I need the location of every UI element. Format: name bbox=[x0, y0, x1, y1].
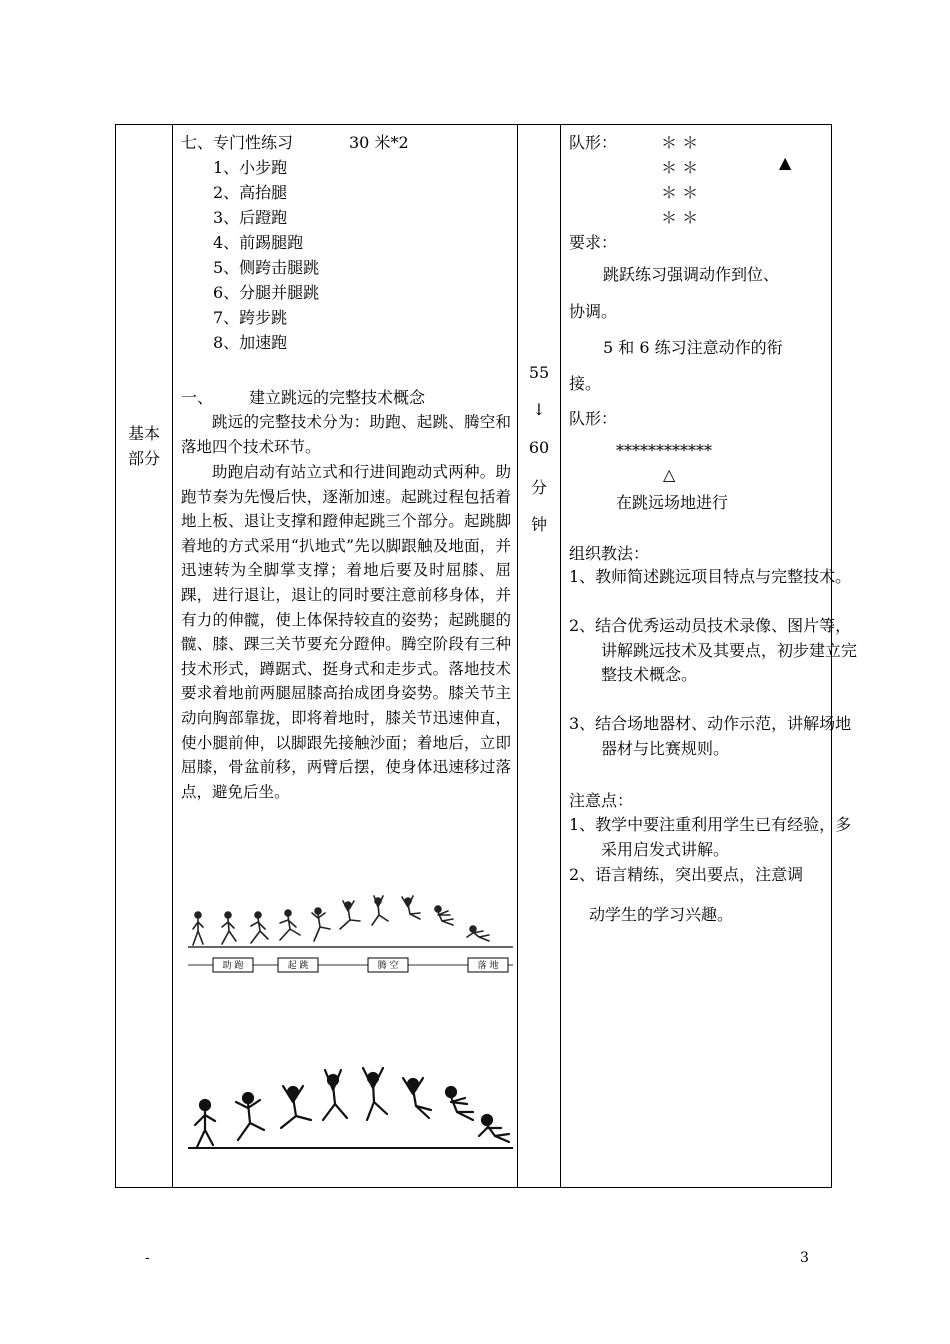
formation-row: ＊ ＊ bbox=[661, 158, 699, 177]
lesson-plan-table bbox=[115, 124, 858, 1188]
phase-label: 腾 空 bbox=[377, 961, 399, 971]
notes-label: 注意点： bbox=[569, 791, 634, 810]
requirement-text: 跳跃练习强调动作到位、 bbox=[603, 265, 780, 284]
note-item: 1、教学中要注重利用学生已有经验，多采用启发式讲解。 bbox=[569, 815, 852, 859]
long-jump-phases-figure bbox=[183, 885, 519, 989]
practice-item: 7、跨步跳 bbox=[213, 308, 288, 327]
method-item: 3、结合场地器材、动作示范，讲解场地器材与比赛规则。 bbox=[569, 714, 852, 758]
formation-row: ＊ ＊ bbox=[661, 208, 699, 227]
practice-item: 6、分腿并腿跳 bbox=[213, 283, 320, 302]
time-arrow: ↓ bbox=[532, 400, 546, 419]
method-item: 2、结合优秀运动员技术录像、图片等，讲解跳远技术及其要点，初步建立完整技术概念。 bbox=[569, 616, 858, 684]
requirements-label: 要求： bbox=[569, 233, 618, 252]
time-unit: 钟 bbox=[530, 515, 547, 534]
phase-label: 落 地 bbox=[477, 961, 499, 971]
time-unit: 分 bbox=[530, 478, 547, 497]
teacher-marker-icon: △ bbox=[663, 465, 676, 484]
practice-reps: 30 米*2 bbox=[349, 133, 409, 152]
practice-title: 七、专门性练习 bbox=[181, 133, 294, 152]
formation-label: 队形： bbox=[569, 133, 618, 152]
time-end: 60 bbox=[528, 438, 550, 457]
section-label: 基本 部分 bbox=[127, 424, 160, 468]
concept-paragraph: 跳远的完整技术分为：助跑、起跳、腾空和落地四个技术环节。 bbox=[181, 413, 511, 456]
concept-heading-number: 一、 bbox=[181, 388, 214, 407]
long-jump-sequence-figure bbox=[183, 1050, 519, 1169]
practice-item: 8、加速跑 bbox=[213, 333, 288, 352]
formation-row: ＊ ＊ bbox=[661, 183, 699, 202]
formation2-row: ************ bbox=[616, 441, 712, 460]
formation2-note: 在跳远场地进行 bbox=[616, 493, 729, 512]
footer-mark: - bbox=[145, 1250, 150, 1266]
note-item: 2、语言精练，突出要点，注意调 bbox=[569, 865, 804, 884]
organization-cell bbox=[561, 125, 858, 1188]
practice-item: 5、侧跨击腿跳 bbox=[213, 258, 320, 277]
note-item-continuation: 动学生的学习兴趣。 bbox=[589, 905, 734, 924]
method-item: 1、教师简述跳远项目特点与完整技术。 bbox=[569, 567, 852, 586]
concept-heading: 建立跳远的完整技术概念 bbox=[249, 388, 426, 407]
section-cell bbox=[116, 125, 173, 1188]
teacher-marker-icon: ▲ bbox=[779, 153, 792, 172]
time-cell bbox=[518, 125, 561, 1188]
practice-item: 4、前踢腿跑 bbox=[213, 233, 304, 252]
content-cell bbox=[173, 125, 518, 1188]
practice-item: 1、小步跑 bbox=[213, 158, 288, 177]
time-start: 55 bbox=[528, 363, 550, 382]
requirement-text: 5 和 6 练习注意动作的衔 bbox=[603, 338, 783, 357]
formation2-label: 队形： bbox=[569, 409, 618, 428]
practice-item: 3、后蹬跑 bbox=[213, 208, 288, 227]
requirement-text: 协调。 bbox=[569, 302, 618, 321]
requirement-text: 接。 bbox=[569, 374, 602, 393]
page-number: 3 bbox=[800, 1250, 809, 1266]
methods-label: 组织教法： bbox=[569, 544, 650, 563]
phase-label: 起 跳 bbox=[287, 961, 309, 971]
practice-item: 2、高抬腿 bbox=[213, 183, 288, 202]
concept-paragraph: 助跑启动有站立式和行进间跑动式两种。助跑节奏为先慢后快，逐渐加速。起跳过程包括着地上板、退让支撑和蹬伸起跳三个部分。起跳脚着地的方式采用“扒地式”先以脚跟触及地面，并迅速转为全脚掌支撑；着地后要及时屈膝、屈踝，进行退让，退让的同时要注意前移身体，并有力的伸髋，使上体保持较直的姿势；起跳腿的髋、膝、踝三关节要充分蹬伸。腾空阶段有三种技术形式，蹲踞式、挺身式和走步式。落地技术要求着地前两腿屈膝高抬成团身姿势。膝关节主动向胸部靠拢，即将着地时，膝关节迅速伸直，使小腿前伸，以脚跟先接触沙面；着地后，立即屈膝，骨盆前移，两臂后摆，使身体迅速移过落点，避免后坐。 bbox=[181, 463, 511, 801]
formation-row: ＊ ＊ bbox=[661, 133, 699, 152]
phase-label: 助 跑 bbox=[222, 961, 244, 971]
